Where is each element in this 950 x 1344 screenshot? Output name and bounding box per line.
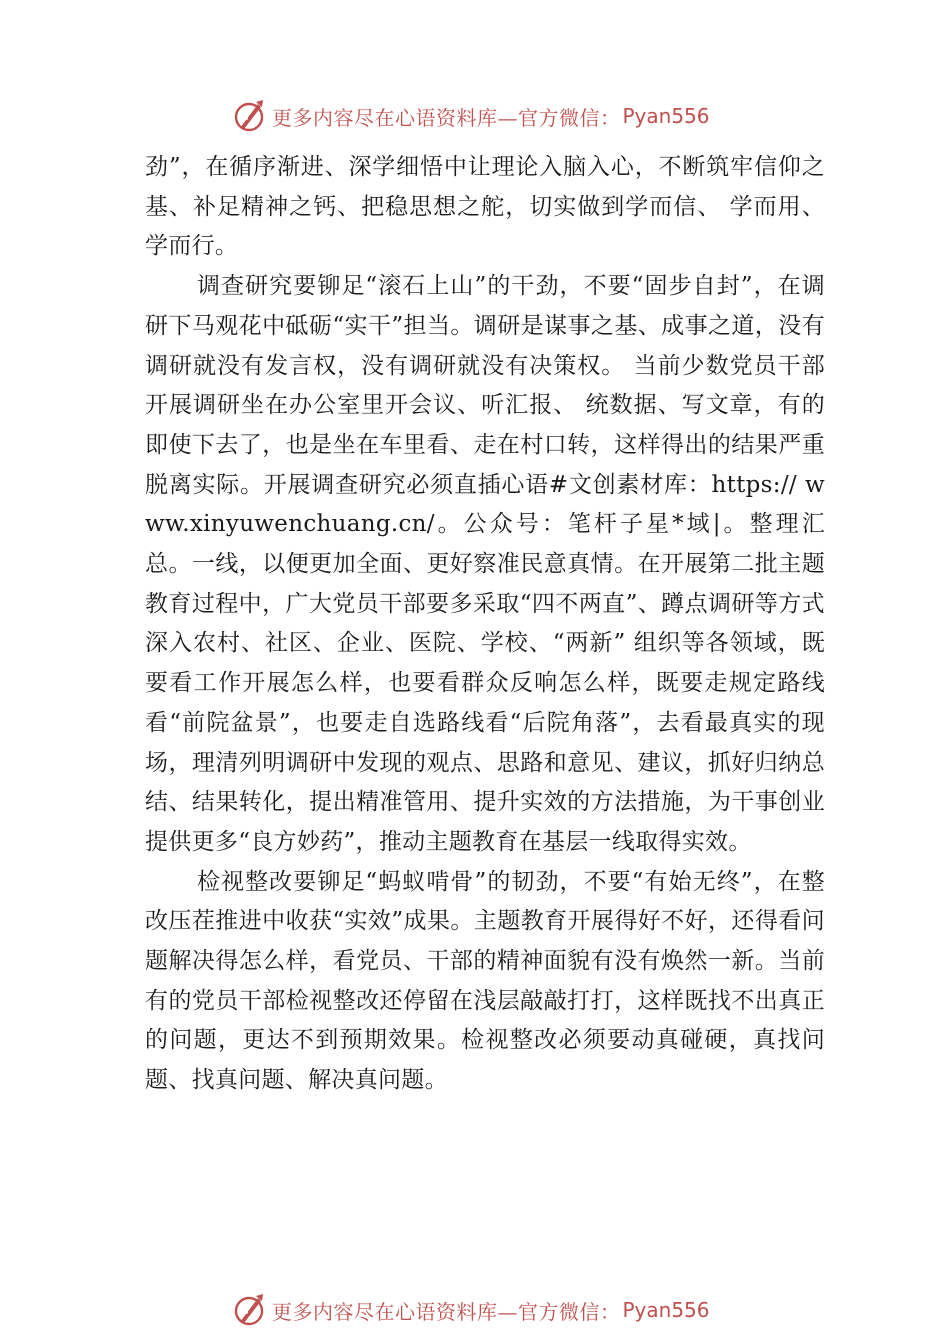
footer-banner-account: Pyan556: [622, 1298, 710, 1322]
banner-account: Pyan556: [622, 104, 710, 128]
paragraph-2: 调查研究要铆足“滚石上山”的干劲，不要“固步自封”，在调研下马观花中砥砺“实干”担当。调研是谋事之基、成事之道，没有调研就没有发言权，没有调研就没有决策权。 当前少数党员干部开展调研坐在办公室里开会议、听汇报、 统数据、写文章，有的即使下去了，也是坐在车里看、走在村口转，这样得出的结果严重脱离实际。开展调查研究必须直插心语#文创素材库：https:// www.xinyuwenchuang.cn/。公众号：笔杆子星*域|。整理汇总。一线，以便更加全面、更好察准民意真情。在开展第二批主题教育过程中，广大党员干部要多采取“四不两直”、蹲点调研等方式深入农村、社区、企业、医院、学校、“两新” 组织等各领域，既要看工作开展怎么样，也要看群众反响怎么样，既要走规定路线看“前院盆景”，也要走自选路线看“后院角落”，去看最真实的现场，理清列明调研中发现的观点、思路和意见、建议，抓好归纳总结、结果转化，提出精准管用、提升实效的方法措施，为干事创业提供更多“良方妙药”，推动主题教育在基层一线取得实效。: [145, 273, 825, 855]
footer-banner-text: 更多内容尽在心语资料库—官方微信：: [272, 1299, 621, 1324]
quill-pen-circle-icon: [232, 98, 268, 134]
quill-pen-circle-icon: [232, 1292, 268, 1328]
header-banner: [232, 96, 752, 136]
paragraph-1: 劲”，在循序渐进、深学细悟中让理论入脑入心，不断筑牢信仰之基、补足精神之钙、把稳思想之舵，切实做到学而信、 学而用、学而行。: [145, 154, 825, 260]
document-body: [145, 148, 825, 1101]
footer-banner: [232, 1290, 752, 1330]
paragraph-3: 检视整改要铆足“蚂蚁啃骨”的韧劲，不要“有始无终”，在整改压茬推进中收获“实效”成果。主题教育开展得好不好，还得看问题解决得怎么样，看党员、干部的精神面貌有没有焕然一新。当前有的党员干部检视整改还停留在浅层敲敲打打，这样既找不出真正的问题，更达不到预期效果。检视整改必须要动真碰硬，真找问题、找真问题、解决真问题。: [145, 868, 825, 1094]
banner-text: 更多内容尽在心语资料库—官方微信：: [272, 105, 621, 130]
